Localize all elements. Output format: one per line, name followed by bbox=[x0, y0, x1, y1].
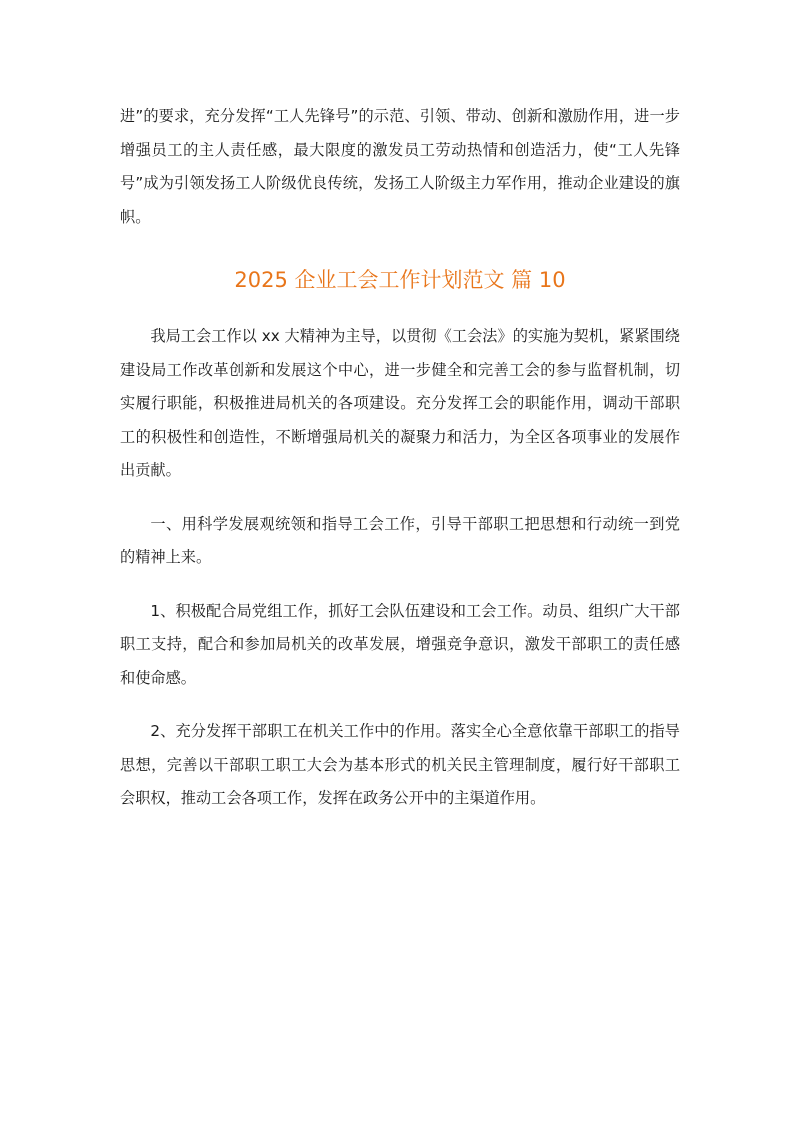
body-paragraph-4: 2、充分发挥干部职工在机关工作中的作用。落实全心全意依靠干部职工的指导思想，完善以干部职工职工大会为基本形式的机关民主管理制度，履行好干部职工会职权，推动工会各项工作，发挥在政务公开中的主渠道作用。 bbox=[120, 722, 680, 807]
intro-paragraph: 进”的要求，充分发挥“工人先锋号”的示范、引领、带动、创新和激励作用，进一步增强员工的主人责任感，最大限度的激发员工劳动热情和创造活力，使“工人先锋号”成为引领发扬工人阶级优良传统，发扬工人阶级主力军作用，推动企业建设的旗帜。 bbox=[120, 107, 680, 226]
document-body bbox=[120, 100, 680, 816]
section-heading: 2025 企业工会工作计划范文 篇 10 bbox=[234, 268, 566, 292]
body-paragraph-3: 1、积极配合局党组工作，抓好工会队伍建设和工会工作。动员、组织广大干部职工支持，配合和参加局机关的改革发展，增强竞争意识，激发干部职工的责任感和使命感。 bbox=[120, 601, 680, 687]
body-paragraph-1: 我局工会工作以 xx 大精神为主导，以贯彻《工会法》的实施为契机，紧紧围绕建设局工作改革创新和发展这个中心，进一步健全和完善工会的参与监督机制，切实履行职能，积极推进局机关的各项建设。充分发挥工会的职能作用，调动干部职工的积极性和创造性，不断增强局机关的凝聚力和活力，为全区各项事业的发展作出贡献。 bbox=[120, 327, 680, 479]
body-paragraph-2: 一、用科学发展观统领和指导工会工作，引导干部职工把思想和行动统一到党的精神上来。 bbox=[120, 514, 680, 566]
